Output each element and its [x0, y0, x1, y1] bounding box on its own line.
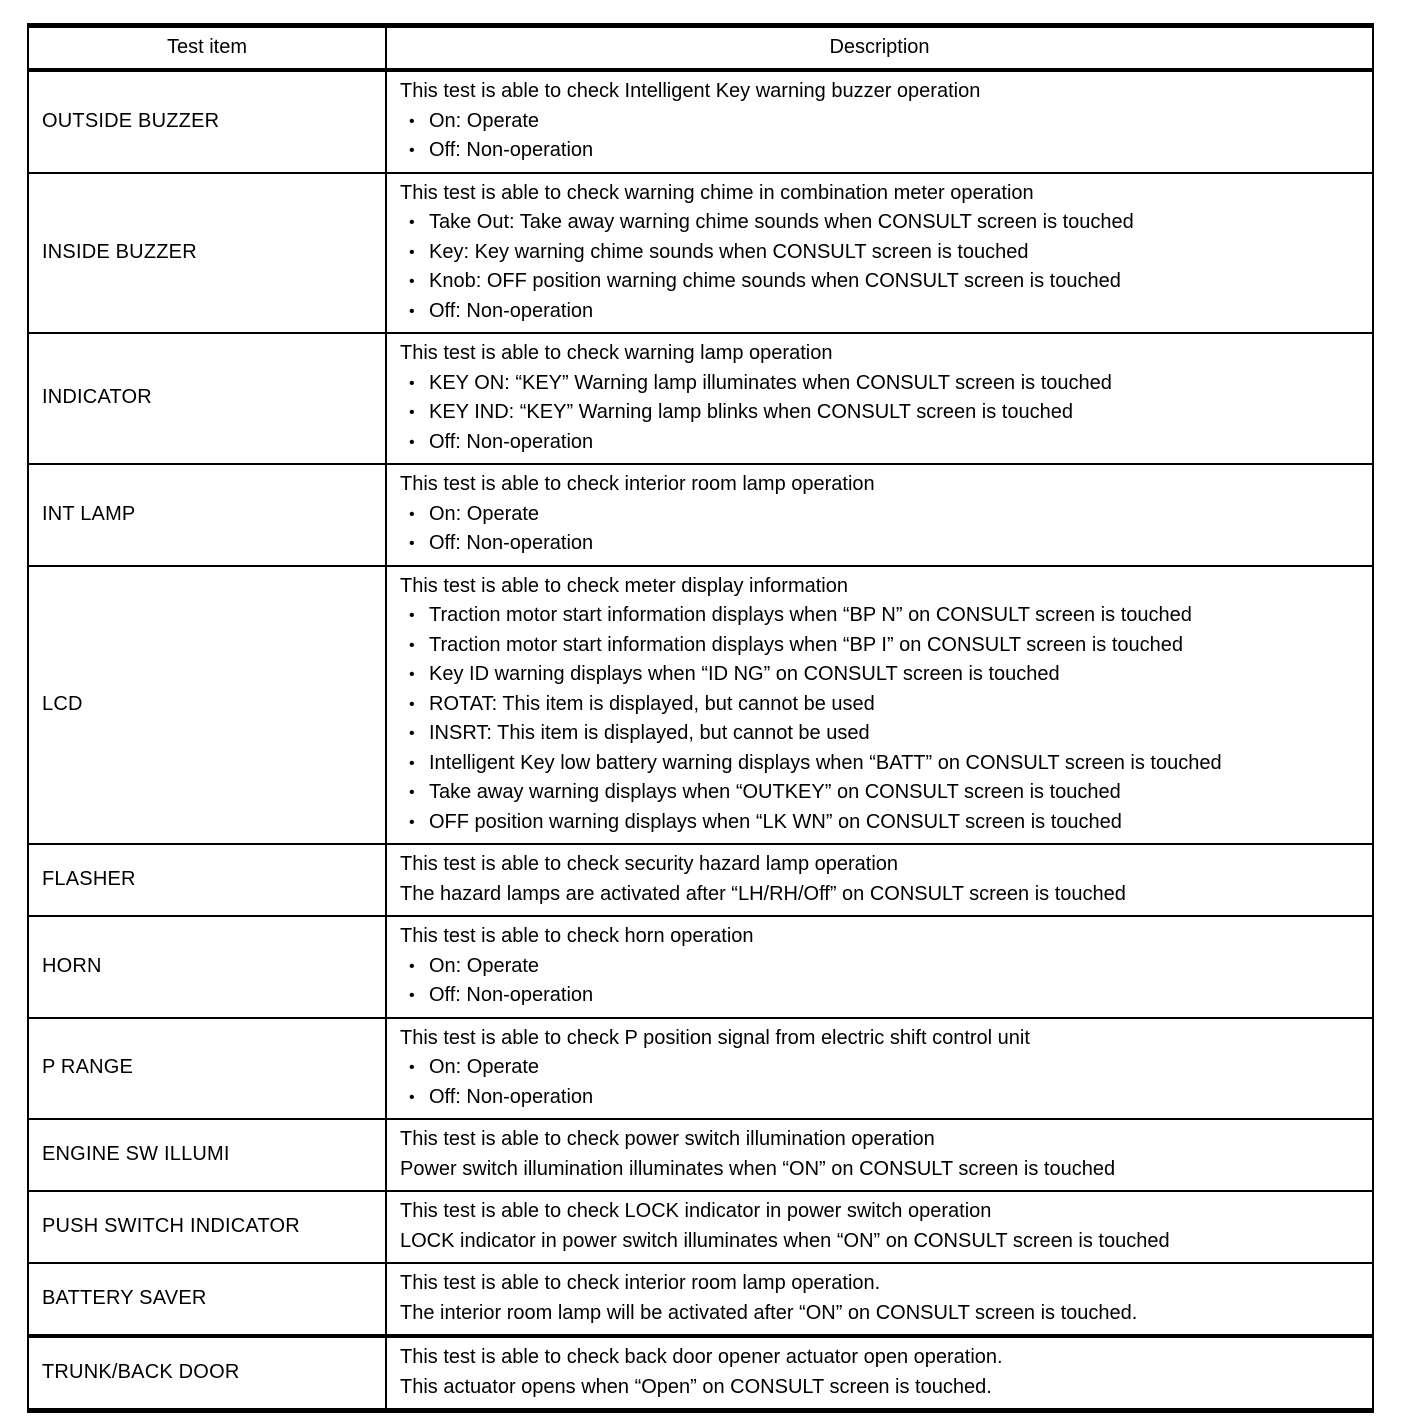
description-cell — [386, 70, 1373, 173]
table-row — [28, 844, 1373, 916]
table-row — [28, 1191, 1373, 1263]
table-row — [28, 70, 1373, 173]
description-bullet-line: • Off: Non-operation — [400, 981, 1358, 1011]
description-bullet-line: • On: Operate — [400, 1053, 1358, 1083]
description-bullet-line: • KEY IND: “KEY” Warning lamp blinks when CONSULT screen is touched — [400, 398, 1358, 428]
description-bullet-line: • On: Operate — [400, 107, 1358, 137]
test-item-cell: FLASHER — [28, 844, 386, 916]
col-header-test-item: Test item — [28, 26, 386, 71]
table-row — [28, 1018, 1373, 1120]
table-row — [28, 333, 1373, 464]
description-text-line: This test is able to check power switch illumination operation — [400, 1128, 935, 1150]
description-bullet-line: • Traction motor start information displays when “BP I” on CONSULT screen is touched — [400, 631, 1358, 661]
description-bullet-line: • Knob: OFF position warning chime sounds when CONSULT screen is touched — [400, 267, 1358, 297]
description-bullet-line: • Take away warning displays when “OUTKEY” on CONSULT screen is touched — [400, 778, 1358, 808]
description-cell — [386, 844, 1373, 916]
test-item-cell: TRUNK/BACK DOOR — [28, 1336, 386, 1411]
table-row — [28, 464, 1373, 566]
description-text-line: This actuator opens when “Open” on CONSULT screen is touched. — [400, 1375, 992, 1398]
description-text-line: This test is able to check back door opener actuator open operation. — [400, 1346, 1003, 1368]
description-text-line: This test is able to check interior room lamp operation — [400, 473, 875, 495]
description-bullet-line: • Off: Non-operation — [400, 428, 1358, 458]
description-bullet-line: • ROTAT: This item is displayed, but cannot be used — [400, 690, 1358, 720]
description-bullet-line: • Intelligent Key low battery warning displays when “BATT” on CONSULT screen is touched — [400, 749, 1358, 779]
test-item-cell: OUTSIDE BUZZER — [28, 70, 386, 173]
description-bullet-line: • Off: Non-operation — [400, 136, 1358, 166]
description-bullet-line: • Off: Non-operation — [400, 297, 1358, 327]
test-item-cell: PUSH SWITCH INDICATOR — [28, 1191, 386, 1263]
test-item-cell: LCD — [28, 566, 386, 845]
description-cell — [386, 566, 1373, 845]
test-item-cell: HORN — [28, 916, 386, 1018]
test-item-table — [27, 23, 1374, 1413]
col-header-description: Description — [386, 26, 1373, 71]
description-bullet-line: • Key ID warning displays when “ID NG” on CONSULT screen is touched — [400, 660, 1358, 690]
description-bullet-line: • Off: Non-operation — [400, 529, 1358, 559]
test-item-cell: INT LAMP — [28, 464, 386, 566]
table-row — [28, 1336, 1373, 1411]
description-text-line: This test is able to check warning lamp operation — [400, 342, 833, 364]
test-item-cell: INSIDE BUZZER — [28, 173, 386, 334]
table-row — [28, 566, 1373, 845]
description-text-line: This test is able to check warning chime in combination meter operation — [400, 181, 1034, 204]
description-cell — [386, 173, 1373, 334]
header-row — [28, 26, 1373, 71]
description-text-line: This test is able to check meter display information — [400, 574, 848, 597]
description-text-line: This test is able to check LOCK indicator in power switch operation — [400, 1200, 992, 1222]
description-cell — [386, 1119, 1373, 1191]
description-text-line: This test is able to check interior room lamp operation. — [400, 1272, 881, 1294]
table-row — [28, 1263, 1373, 1336]
description-text-line: LOCK indicator in power switch illuminates when “ON” on CONSULT screen is touched — [400, 1229, 1170, 1252]
table-row — [28, 916, 1373, 1018]
description-bullet-line: • OFF position warning displays when “LK WN” on CONSULT screen is touched — [400, 808, 1358, 838]
test-item-cell: BATTERY SAVER — [28, 1263, 386, 1336]
description-cell — [386, 1018, 1373, 1120]
description-text-line: Power switch illumination illuminates when “ON” on CONSULT screen is touched — [400, 1157, 1116, 1180]
description-cell — [386, 464, 1373, 566]
description-bullet-line: • On: Operate — [400, 952, 1358, 982]
test-item-cell: P RANGE — [28, 1018, 386, 1120]
description-text-line: This test is able to check horn operation — [400, 925, 754, 947]
description-bullet-line: • Off: Non-operation — [400, 1083, 1358, 1113]
description-cell — [386, 1191, 1373, 1263]
description-bullet-line: • Key: Key warning chime sounds when CONSULT screen is touched — [400, 238, 1358, 268]
description-text-line: This test is able to check security hazard lamp operation — [400, 853, 899, 875]
description-bullet-line: • INSRT: This item is displayed, but cannot be used — [400, 719, 1358, 749]
table-row — [28, 173, 1373, 334]
test-item-cell: ENGINE SW ILLUMI — [28, 1119, 386, 1191]
description-text-line: This test is able to check Intelligent Key warning buzzer operation — [400, 80, 981, 102]
description-bullet-line: • Traction motor start information displays when “BP N” on CONSULT screen is touched — [400, 601, 1358, 631]
description-cell — [386, 916, 1373, 1018]
test-item-cell: INDICATOR — [28, 333, 386, 464]
description-bullet-line: • On: Operate — [400, 500, 1358, 530]
description-text-line: The hazard lamps are activated after “LH/RH/Off” on CONSULT screen is touched — [400, 882, 1126, 905]
table-row — [28, 1119, 1373, 1191]
description-cell — [386, 333, 1373, 464]
description-bullet-line: • KEY ON: “KEY” Warning lamp illuminates when CONSULT screen is touched — [400, 369, 1358, 399]
description-text-line: The interior room lamp will be activated after “ON” on CONSULT screen is touched. — [400, 1301, 1138, 1324]
description-cell — [386, 1336, 1373, 1411]
description-bullet-line: • Take Out: Take away warning chime sounds when CONSULT screen is touched — [400, 208, 1358, 238]
description-text-line: This test is able to check P position signal from electric shift control unit — [400, 1026, 1030, 1049]
description-cell — [386, 1263, 1373, 1336]
